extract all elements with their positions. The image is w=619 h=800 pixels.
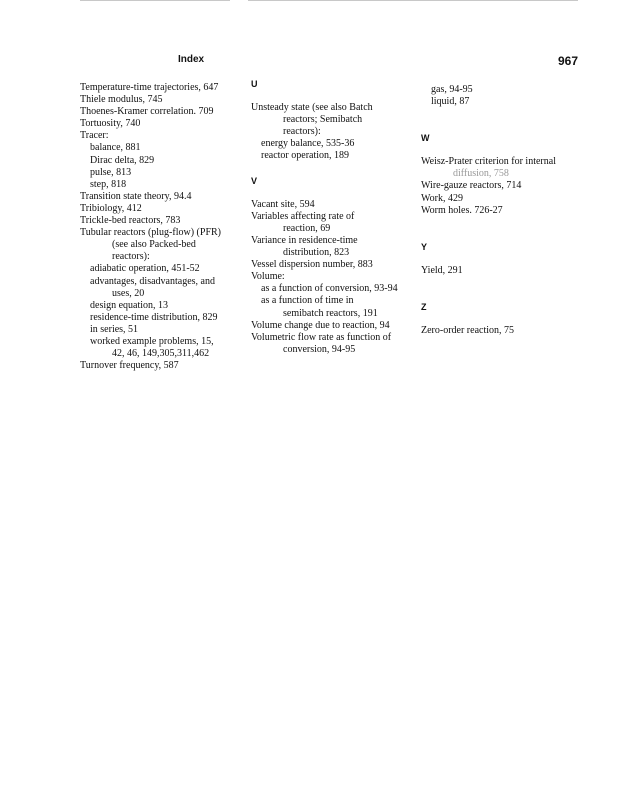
index-entry: Tubular reactors (plug-flow) (PFR) — [80, 227, 222, 239]
index-subentry: advantages, disadvantages, and — [90, 275, 215, 287]
index-continuation: reactors): — [112, 251, 150, 263]
index-subentry: balance, 881 — [90, 142, 141, 154]
index-entry: Vacant site, 594 — [251, 198, 315, 210]
section-letter-w: W — [421, 133, 430, 144]
index-entry: Zero-order reaction, 75 — [421, 325, 515, 337]
index-subentry: residence-time distribution, 829 — [90, 311, 218, 323]
index-continuation: distribution, 823 — [283, 247, 350, 259]
index-entry: Variables affecting rate of — [251, 210, 355, 222]
index-continuation: (see also Packed-bed — [112, 239, 196, 251]
index-column-1 — [80, 82, 240, 372]
index-continuation: conversion, 94-95 — [283, 343, 356, 355]
running-header: Index — [178, 54, 205, 65]
index-entry: Turnover frequency, 587 — [80, 360, 179, 372]
index-subentry: in series, 51 — [90, 323, 139, 335]
index-subentry: liquid, 87 — [431, 96, 470, 108]
index-continuation: reaction, 69 — [283, 222, 331, 234]
index-continuation: reactors): — [283, 126, 321, 138]
index-entry: Variance in residence-time — [251, 234, 358, 246]
index-subentry: energy balance, 535-36 — [261, 138, 355, 150]
index-entry: Temperature-time trajectories, 647 — [80, 82, 219, 93]
index-subentry: design equation, 13 — [90, 299, 169, 311]
section-letter-z: Z — [421, 301, 427, 312]
index-continuation: 42, 46, 149,305,311,462 — [112, 348, 210, 360]
index-entry: Wire-gauze reactors, 714 — [421, 180, 522, 192]
index-entry: Worm holes. 726-27 — [421, 204, 503, 216]
index-entry: Volumetric flow rate as function of — [251, 331, 392, 343]
index-entry: Tortuosity, 740 — [80, 118, 141, 130]
section-letter-y: Y — [421, 241, 428, 252]
index-entry: Volume change due to reaction, 94 — [251, 319, 390, 331]
index-subentry: reactor operation, 189 — [261, 150, 350, 162]
index-subentry: pulse, 813 — [90, 166, 132, 178]
index-subentry: gas, 94-95 — [431, 84, 473, 95]
index-continuation: semibatch reactors, 191 — [283, 307, 378, 319]
index-continuation: reactors; Semibatch — [283, 114, 363, 126]
index-entry: Thoenes-Kramer correlation. 709 — [80, 106, 214, 118]
index-subentry: adiabatic operation, 451-52 — [90, 263, 200, 275]
section-letter-u: U — [251, 79, 258, 89]
index-subentry: worked example problems, 15, — [90, 335, 214, 347]
index-entry: Yield, 291 — [421, 264, 463, 276]
index-entry: Tracer: — [80, 130, 109, 142]
top-rule-right — [248, 0, 578, 1]
index-entry: Tribiology, 412 — [80, 202, 142, 214]
index-column-2 — [251, 78, 416, 356]
index-entry: Thiele modulus, 745 — [80, 94, 163, 106]
section-letter-v: V — [251, 175, 258, 186]
index-subentry: step, 818 — [90, 178, 127, 190]
index-column-3 — [421, 84, 596, 337]
index-subentry: as a function of time in — [261, 295, 354, 307]
index-subentry: Dirac delta, 829 — [90, 154, 155, 166]
index-entry: Work, 429 — [421, 192, 463, 204]
index-entry: Unsteady state (see also Batch — [251, 102, 373, 114]
index-entry: Transition state theory, 94.4 — [80, 190, 192, 202]
index-entry: Volume: — [251, 271, 285, 283]
index-entry: Vessel dispersion number, 883 — [251, 259, 373, 271]
index-entry: Trickle-bed reactors, 783 — [80, 215, 181, 227]
index-continuation: uses, 20 — [112, 287, 145, 299]
index-entry: Weisz-Prater criterion for internal — [421, 156, 556, 168]
index-continuation: diffusion, 758 — [453, 168, 509, 180]
index-subentry: as a function of conversion, 93-94 — [261, 283, 398, 295]
top-rule-left — [80, 0, 230, 1]
page-number: 967 — [558, 54, 579, 68]
